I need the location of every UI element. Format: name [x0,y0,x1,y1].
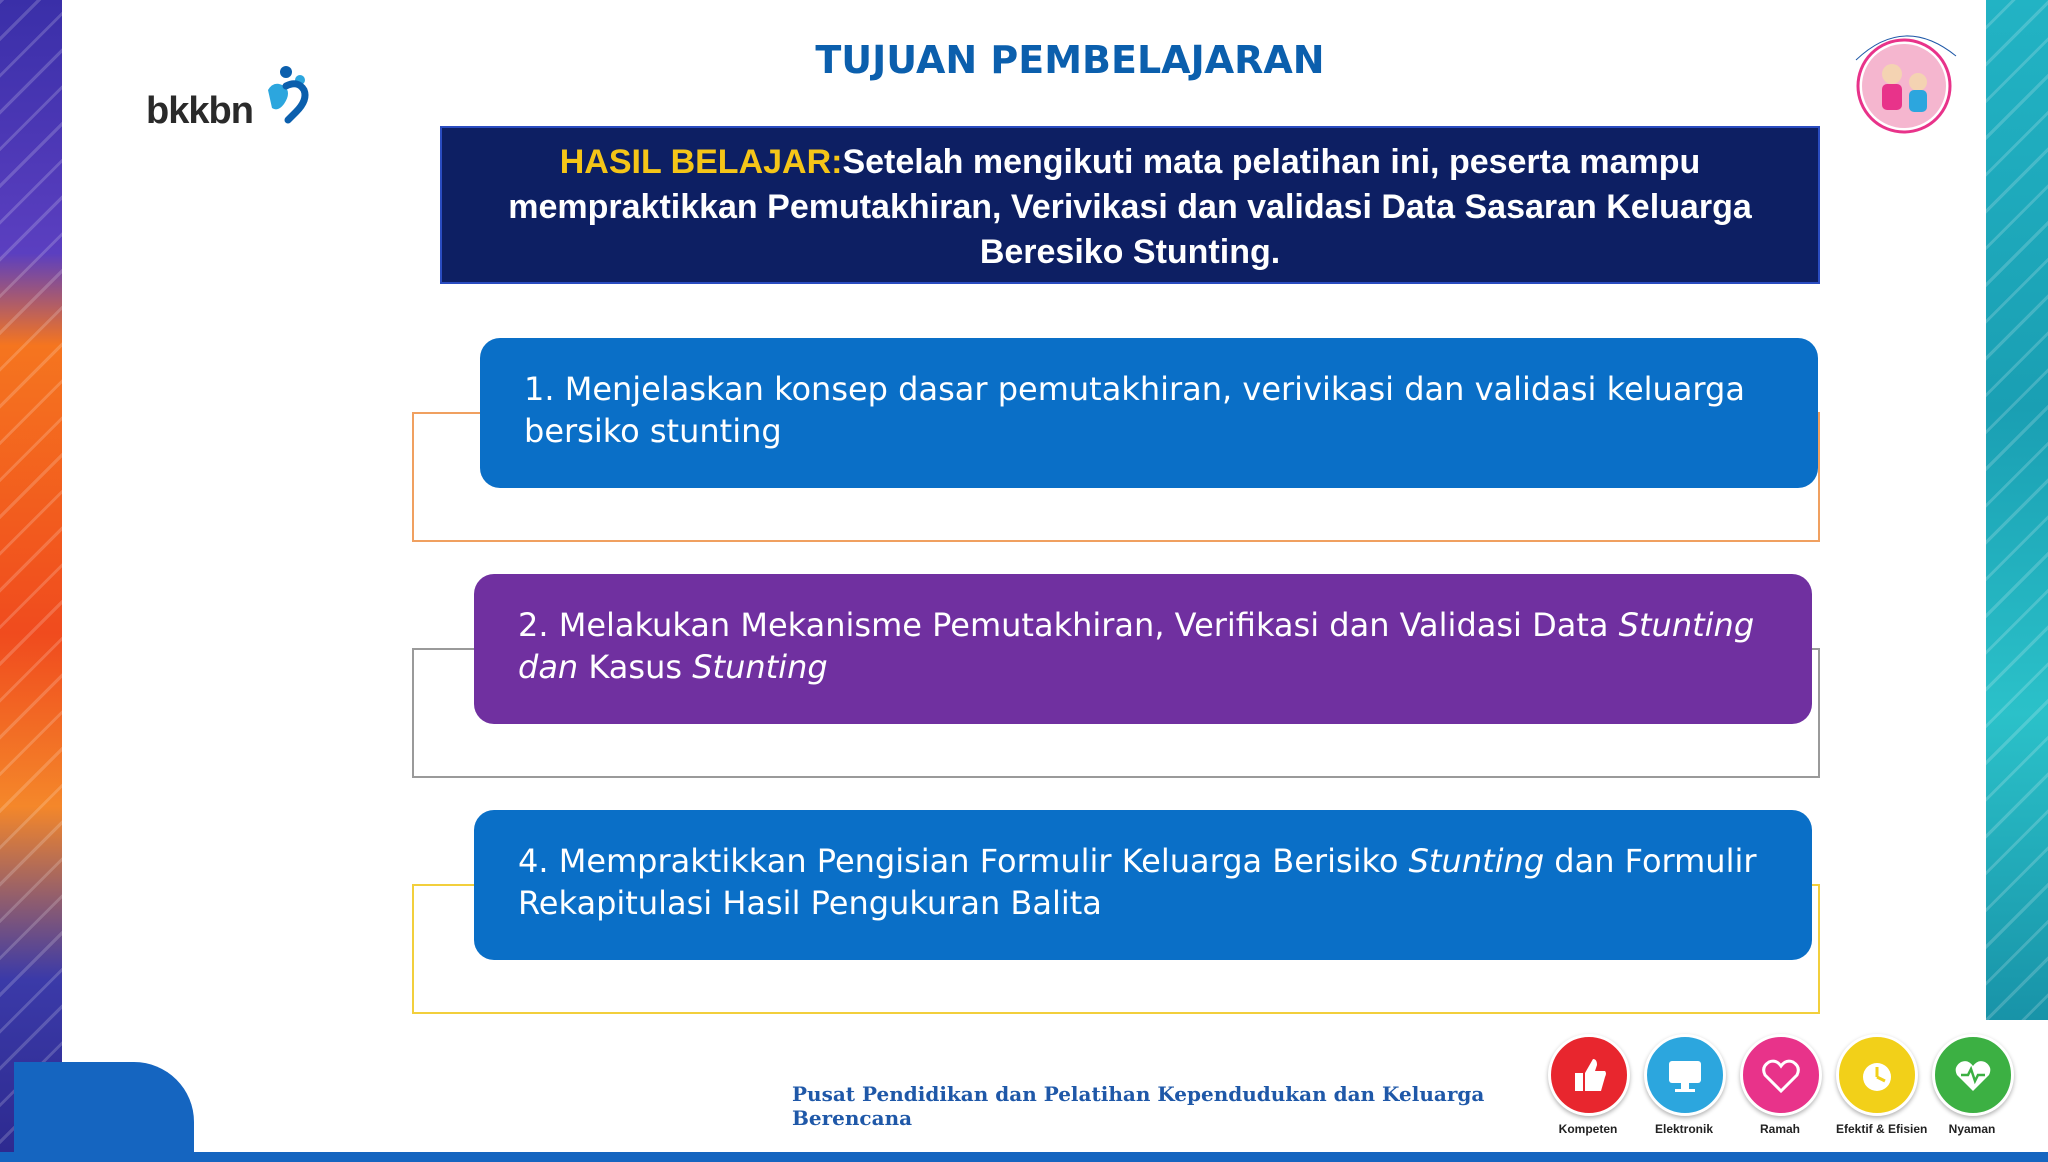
heart-hands-icon [1740,1034,1822,1116]
logo-text: bkkbn [146,90,253,132]
footer-institution: Pusat Pendidikan dan Pelatihan Kependudukan dan Keluarga Berencana [792,1082,1485,1130]
learning-outcome-label: HASIL BELAJAR: [559,143,843,181]
campaign-badge [1836,20,1976,140]
learning-outcome-panel [440,126,1820,284]
value-label: Ramah [1759,1122,1800,1136]
objective-2-text-b: Kasus [578,648,693,686]
bkkbn-logo [146,64,316,134]
value-label: Elektronik [1654,1122,1714,1136]
value-label: Kompeten [1558,1122,1618,1136]
value-elektronik [1644,1034,1724,1136]
value-label: Efektif & Efisien [1836,1122,1928,1136]
clock-icon [1836,1034,1918,1116]
value-ramah [1740,1034,1820,1136]
learning-outcome-text: Setelah mengikuti mata pelatihan ini, peserta mampu mempraktikkan Pemutakhiran, Verivikasi dan validasi Data Sasaran Keluarga Beresiko Stunting. [508,143,1752,271]
value-kompeten [1548,1034,1628,1136]
logo-mark-icon [254,64,318,128]
objective-3-text-b: dan Formulir Rekapitulasi Hasil Pengukuran Balita [518,842,1757,922]
campaign-badge-icon [1836,20,1976,140]
value-efektif [1836,1034,1928,1136]
heart-pulse-icon [1932,1034,2014,1116]
objective-2-italic-a: Stunting dan [518,606,1755,686]
page-title: TUJUAN PEMBELAJARAN [815,38,1325,82]
objective-2 [474,574,1812,724]
objective-2-italic-b: Stunting [692,648,828,686]
corner-decoration [14,1062,194,1162]
objective-3-text-a: 4. Mempraktikkan Pengisian Formulir Keluarga Berisiko [518,842,1409,880]
core-values [1548,1034,2048,1152]
objective-1 [480,338,1818,488]
monitor-icon [1644,1034,1726,1116]
objective-2-text-a: 2. Melakukan Mekanisme Pemutakhiran, Verifikasi dan Validasi Data [518,606,1619,644]
objective-3 [474,810,1812,960]
objective-1-text: 1. Menjelaskan konsep dasar pemutakhiran, verivikasi dan validasi keluarga bersiko stunting [524,370,1745,450]
objective-3-italic-a: Stunting [1408,842,1545,880]
value-nyaman [1932,1034,2012,1136]
value-label: Nyaman [1948,1122,1996,1136]
thumbs-up-icon [1548,1034,1630,1116]
